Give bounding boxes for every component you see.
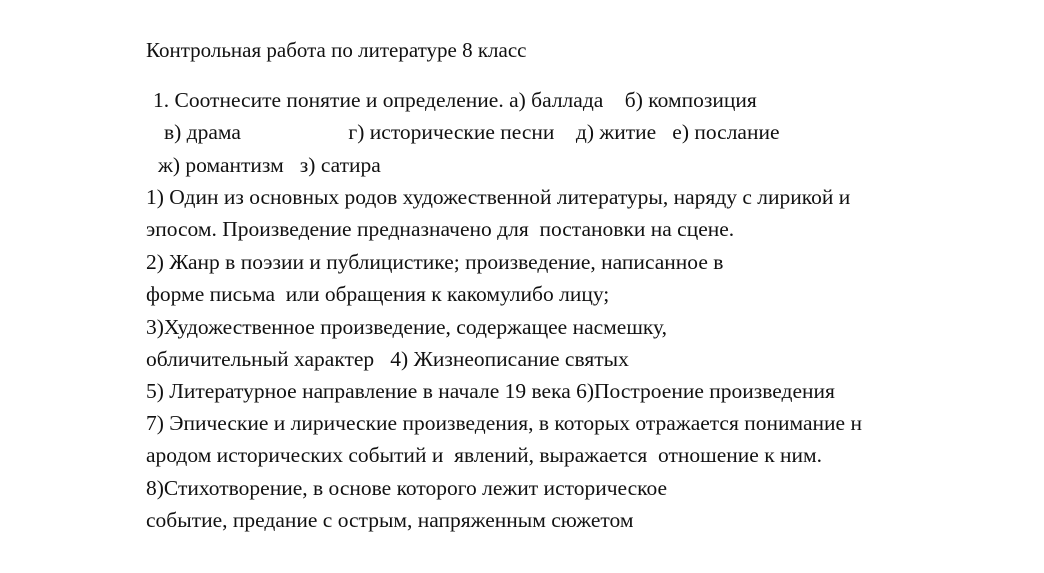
question-line-1: 1. Соотнесите понятие и определение. а) баллада б) композиция — [153, 88, 757, 112]
definition-line: 7) Эпические и лирические произведения, в которых отражается понимание н — [146, 411, 862, 435]
question-line-3: ж) романтизм з) сатира — [158, 153, 381, 177]
question-line-2: в) драма г) исторические песни д) житие е) послание — [164, 120, 780, 144]
definition-line: 1) Один из основных родов художественной литературы, наряду с лирикой и — [146, 185, 851, 209]
definition-line: ародом исторических событий и явлений, выражается отношение к ним. — [146, 443, 823, 467]
definition-line: 2) Жанр в поэзии и публицистике; произведение, написанное в — [146, 250, 724, 274]
definition-line: эпосом. Произведение предназначено для постановки на сцене. — [146, 217, 735, 241]
definition-line: 5) Литературное направление в начале 19 века 6)Построение произведения — [146, 379, 835, 403]
definition-line: 3)Художественное произведение, содержащее насмешку, — [146, 315, 667, 339]
document-title: Контрольная работа по литературе 8 класс — [146, 38, 527, 62]
definition-line: обличительный характер 4) Жизнеописание святых — [146, 347, 629, 371]
definition-line: форме письма или обращения к какомулибо лицу; — [146, 282, 610, 306]
definition-line: событие, предание с острым, напряженным сюжетом — [146, 508, 634, 532]
definition-line: 8)Стихотворение, в основе которого лежит историческое — [146, 476, 668, 500]
